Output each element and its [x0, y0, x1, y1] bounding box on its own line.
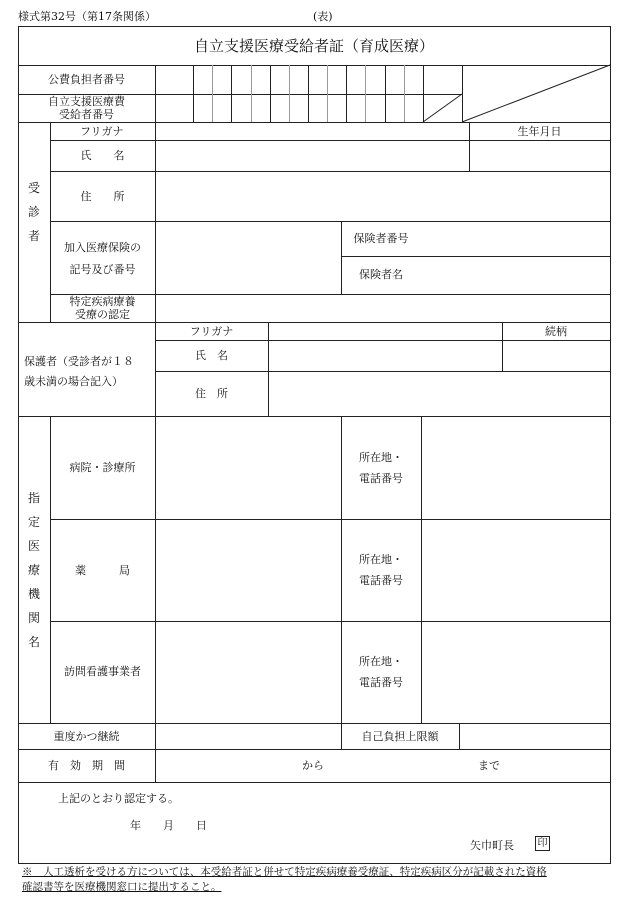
recipient-number-label-l1: 自立支援医療費	[48, 95, 125, 108]
issuer-label: 矢巾町長	[470, 839, 514, 852]
relationship-label: 続柄	[545, 325, 567, 338]
birth-date-label: 生年月日	[517, 125, 562, 138]
certificate-title: 自立支援医療受給者証（育成医療）	[193, 37, 434, 55]
hospital-label: 病院・診療所	[69, 461, 136, 474]
hospital-location-label-l2: 電話番号	[359, 472, 403, 485]
footnote-line-1: ※ 人工透析を受ける方については、本受給者証と併せて特定疾病療養受療証、特定疾病区分が記載された資格	[22, 866, 547, 878]
form-side: (表)	[313, 10, 333, 23]
validity-from-label: から	[302, 759, 324, 772]
recipient-number-label-l2: 受給者番号	[59, 108, 114, 121]
guardian-label-l2: 歳未満の場合記入）	[24, 375, 123, 388]
insurance-label-l1: 加入医療保険の	[64, 241, 141, 254]
specific-disease-label-l1: 特定疾病療養	[69, 295, 136, 308]
certification-date: 年 月 日	[130, 819, 207, 832]
copay-limit-label: 自己負担上限額	[361, 730, 439, 743]
insurer-number-label: 保険者番号	[353, 232, 409, 245]
nurse-location-label-l1: 所在地・	[359, 655, 403, 668]
patient-furigana-label: フリガナ	[80, 125, 124, 138]
patient-vertical-label: 受 診 者	[27, 181, 40, 243]
hospital-location-label-l1: 所在地・	[359, 451, 403, 464]
patient-name-label: 氏 名	[80, 149, 125, 162]
patient-address-label: 住 所	[80, 190, 125, 203]
insurance-label-l2: 記号及び番号	[69, 263, 136, 276]
guardian-address-label: 住 所	[195, 387, 228, 400]
certification-statement: 上記のとおり認定する。	[58, 792, 179, 805]
public-payer-number-label: 公費負担者番号	[48, 73, 125, 86]
guardian-furigana-label: フリガナ	[189, 325, 234, 338]
seal-stamp: 印	[535, 836, 550, 851]
validity-until-label: まで	[478, 759, 500, 772]
insurer-name-label: 保険者名	[359, 268, 403, 281]
pharmacy-label: 薬 局	[75, 564, 130, 577]
severe-continuous-label: 重度かつ継続	[53, 730, 120, 743]
pharmacy-location-label-l2: 電話番号	[359, 574, 403, 587]
pharmacy-location-label-l1: 所在地・	[359, 553, 403, 566]
specific-disease-label-l2: 受療の認定	[75, 308, 130, 321]
guardian-label-l1: 保護者（受診者が１８	[24, 355, 134, 368]
validity-period-label: 有 効 期 間	[48, 759, 125, 772]
nurse-location-label-l2: 電話番号	[359, 676, 403, 689]
visiting-nurse-label: 訪問看護事業者	[64, 665, 141, 678]
institution-vertical-label: 指 定 医 療 機 関 名	[27, 491, 40, 649]
guardian-name-label: 氏 名	[195, 349, 228, 362]
form-number: 様式第32号（第17条関係）	[18, 10, 156, 23]
footnote-line-2: 確認書等を医療機関窓口に提出すること。	[22, 881, 222, 893]
